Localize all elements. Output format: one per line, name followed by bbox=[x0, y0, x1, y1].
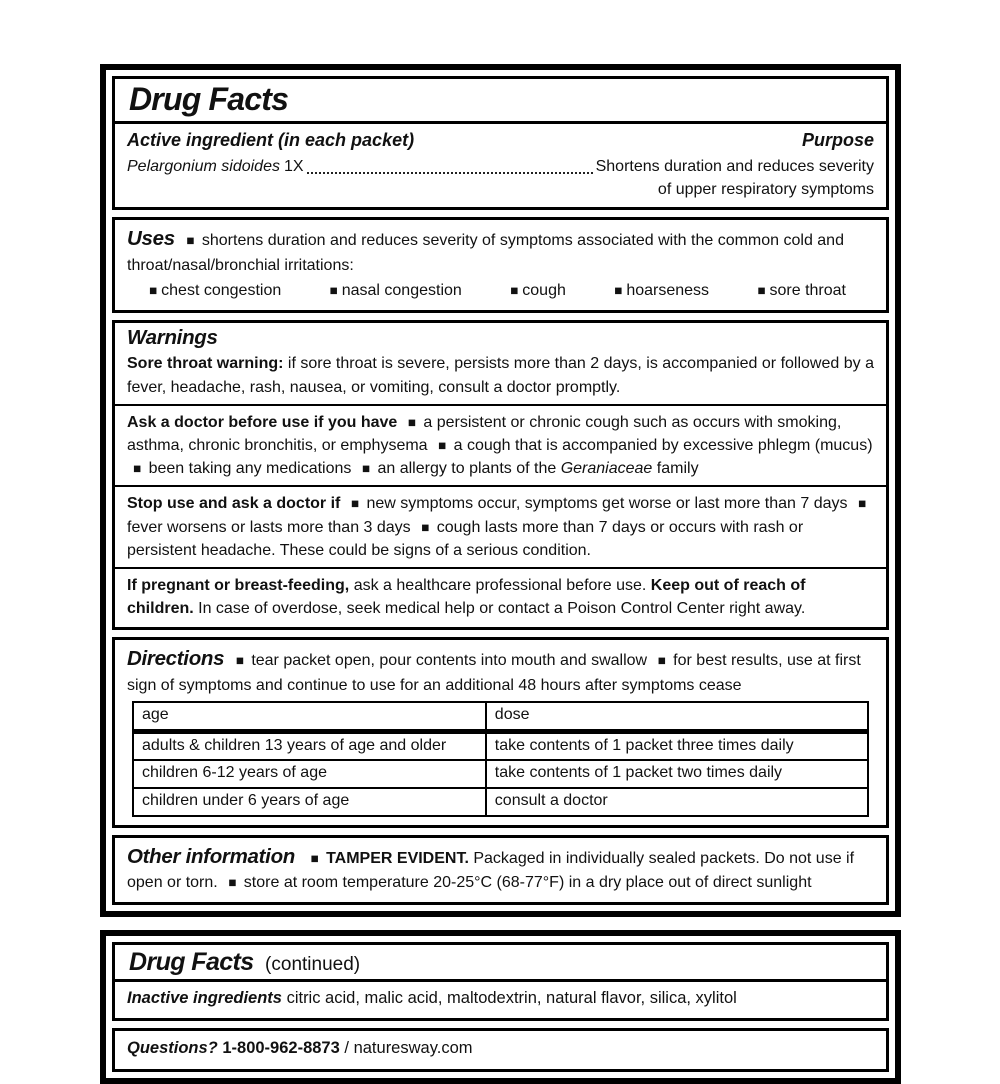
uses-item bbox=[330, 279, 462, 302]
ask-doctor-paragraph bbox=[127, 411, 874, 481]
purpose-heading: Purpose bbox=[801, 130, 874, 151]
phone-number: 1-800-962-8873 bbox=[222, 1039, 340, 1058]
uses-bullet-row bbox=[127, 278, 874, 304]
uses-item-label: cough bbox=[522, 282, 566, 300]
column-header-age: age bbox=[133, 702, 486, 731]
questions-box bbox=[112, 1028, 889, 1072]
inactive-ingredients-text: citric acid, malic acid, maltodextrin, natural flavor, silica, xylitol bbox=[286, 989, 737, 1008]
ask-doctor-item: family bbox=[656, 460, 699, 478]
sore-throat-warning-label: Sore throat warning: bbox=[127, 355, 284, 373]
active-ingredient-heading: Active ingredient (in each packet) bbox=[127, 130, 415, 151]
table-row bbox=[133, 760, 868, 788]
ask-doctor-item: been taking any medications bbox=[148, 460, 352, 478]
questions-label: Questions? bbox=[127, 1039, 218, 1058]
directions-heading: Directions bbox=[127, 647, 225, 671]
uses-intro-text: shortens duration and reduces severity of symptoms associated with the common cold and throat/nasal/bronchial irritations: bbox=[127, 232, 844, 275]
warnings-box bbox=[112, 320, 889, 630]
table-row bbox=[133, 731, 868, 760]
uses-box bbox=[112, 217, 889, 313]
active-ingredient-header bbox=[127, 129, 874, 152]
uses-item-label: sore throat bbox=[769, 282, 846, 300]
bullet-square-icon: ■ bbox=[310, 850, 319, 866]
continued-panel bbox=[100, 930, 901, 1084]
directions-item: tear packet open, pour contents into mouth and swallow bbox=[251, 652, 648, 670]
slash-divider: / bbox=[344, 1039, 349, 1058]
age-cell: adults & children 13 years of age and older bbox=[133, 731, 486, 760]
uses-item-label: nasal congestion bbox=[341, 282, 462, 300]
questions-line bbox=[127, 1033, 874, 1063]
other-information-paragraph bbox=[127, 842, 874, 895]
panel-title: Drug Facts bbox=[129, 81, 289, 117]
bullet-square-icon: ■ bbox=[614, 283, 623, 299]
purpose-text-line1: Shortens duration and reduces severity bbox=[595, 157, 874, 175]
sore-throat-warning-paragraph bbox=[127, 352, 874, 398]
stop-use-item: fever worsens or lasts more than 3 days bbox=[127, 518, 411, 536]
storage-text: store at room temperature 20-25°C (68-77°F) in a dry place out of direct sunlight bbox=[243, 874, 812, 892]
bullet-square-icon: ■ bbox=[857, 496, 867, 512]
other-information-box bbox=[112, 835, 889, 905]
warnings-divider bbox=[115, 404, 886, 406]
bullet-square-icon: ■ bbox=[407, 414, 416, 430]
website-url: naturesway.com bbox=[353, 1039, 473, 1058]
bullet-square-icon: ■ bbox=[657, 653, 666, 669]
purpose-text-line2: of upper respiratory symptoms bbox=[657, 180, 874, 198]
dose-cell: take contents of 1 packet two times daily bbox=[486, 760, 868, 788]
dosage-table bbox=[132, 701, 869, 816]
continued-title-row bbox=[127, 947, 874, 980]
bullet-square-icon: ■ bbox=[510, 283, 519, 299]
uses-item-label: hoarseness bbox=[626, 282, 710, 300]
warnings-heading: Warnings bbox=[127, 326, 218, 350]
pregnancy-text: ask a healthcare professional before use. bbox=[353, 576, 647, 594]
bullet-square-icon: ■ bbox=[235, 653, 244, 669]
ask-doctor-label: Ask a doctor before use if you have bbox=[127, 413, 398, 431]
inactive-ingredients-line bbox=[127, 987, 874, 1010]
bullet-square-icon: ■ bbox=[133, 461, 142, 477]
pregnancy-paragraph bbox=[127, 574, 874, 620]
stop-use-label: Stop use and ask a doctor if bbox=[127, 495, 341, 513]
inactive-ingredients-label: Inactive ingredients bbox=[127, 989, 282, 1008]
ask-doctor-item: a persistent or chronic cough such as occurs with smoking, asthma, chronic bronchitis, or emphysema bbox=[127, 413, 842, 455]
inactive-ingredients-box bbox=[112, 942, 889, 1022]
uses-item bbox=[510, 279, 566, 302]
bullet-square-icon: ■ bbox=[438, 438, 447, 454]
dotted-leader bbox=[307, 172, 593, 174]
other-information-heading: Other information bbox=[127, 844, 296, 868]
bullet-square-icon: ■ bbox=[186, 233, 195, 249]
warnings-divider bbox=[115, 567, 886, 569]
dose-cell: consult a doctor bbox=[486, 788, 868, 816]
column-header-dose: dose bbox=[486, 702, 868, 731]
age-cell: children under 6 years of age bbox=[133, 788, 486, 816]
ingredient-strength: 1X bbox=[283, 157, 304, 175]
bullet-square-icon: ■ bbox=[329, 283, 338, 299]
title-divider bbox=[115, 121, 886, 124]
bullet-square-icon: ■ bbox=[149, 283, 158, 299]
ask-doctor-item: an allergy to plants of the bbox=[377, 460, 557, 478]
warnings-divider bbox=[115, 485, 886, 487]
ingredient-name: Pelargonium sidoides bbox=[127, 157, 280, 175]
continued-suffix: (continued) bbox=[265, 953, 361, 975]
age-cell: children 6-12 years of age bbox=[133, 760, 486, 788]
uses-item bbox=[149, 279, 281, 302]
keep-out-of-reach-label: Keep out of reach of children. bbox=[127, 576, 806, 618]
pregnancy-label: If pregnant or breast-feeding, bbox=[127, 576, 350, 594]
stop-use-item: cough lasts more than 7 days or occurs with rash or persistent headache. These could be signs of a serious condition. bbox=[127, 518, 804, 559]
continued-panel-title: Drug Facts bbox=[129, 947, 254, 976]
continued-title-divider bbox=[115, 979, 886, 982]
bullet-square-icon: ■ bbox=[228, 875, 237, 891]
bullet-square-icon: ■ bbox=[350, 496, 359, 512]
title-active-ingredient-box bbox=[112, 76, 889, 210]
main-panel bbox=[100, 64, 901, 917]
bullet-square-icon: ■ bbox=[361, 461, 371, 477]
overdose-text: In case of overdose, seek medical help or contact a Poison Control Center right away. bbox=[198, 600, 806, 618]
tamper-evident-label: TAMPER EVIDENT. bbox=[326, 849, 469, 867]
plant-family-name: Geraniaceae bbox=[560, 460, 653, 478]
directions-item: for best results, use at first sign of symptoms and continue to use for an additional 48 hours after symptoms cease bbox=[127, 652, 861, 695]
uses-item-label: chest congestion bbox=[161, 282, 282, 300]
uses-item bbox=[614, 279, 709, 302]
ask-doctor-item: a cough that is accompanied by excessive phlegm (mucus) bbox=[453, 437, 873, 455]
stop-use-item: new symptoms occur, symptoms get worse or last more than 7 days bbox=[366, 495, 848, 513]
directions-box bbox=[112, 637, 889, 827]
bullet-square-icon: ■ bbox=[757, 283, 766, 299]
bullet-square-icon: ■ bbox=[421, 519, 430, 535]
table-row bbox=[133, 788, 868, 816]
tamper-evident-text: Packaged in individually sealed packets. Do not use if open or torn. bbox=[127, 849, 855, 892]
uses-paragraph bbox=[127, 224, 874, 277]
uses-item bbox=[757, 279, 846, 302]
table-header-row bbox=[133, 702, 868, 731]
ingredient-row bbox=[127, 156, 874, 178]
stop-use-paragraph bbox=[127, 492, 874, 562]
uses-heading: Uses bbox=[127, 227, 175, 251]
dose-cell: take contents of 1 packet three times daily bbox=[486, 731, 868, 760]
sore-throat-warning-text: if sore throat is severe, persists more than 2 days, is accompanied or followed by a fever, headache, rash, nausea, or vomiting, consult a doctor promptly. bbox=[127, 355, 874, 396]
directions-paragraph bbox=[127, 644, 874, 697]
